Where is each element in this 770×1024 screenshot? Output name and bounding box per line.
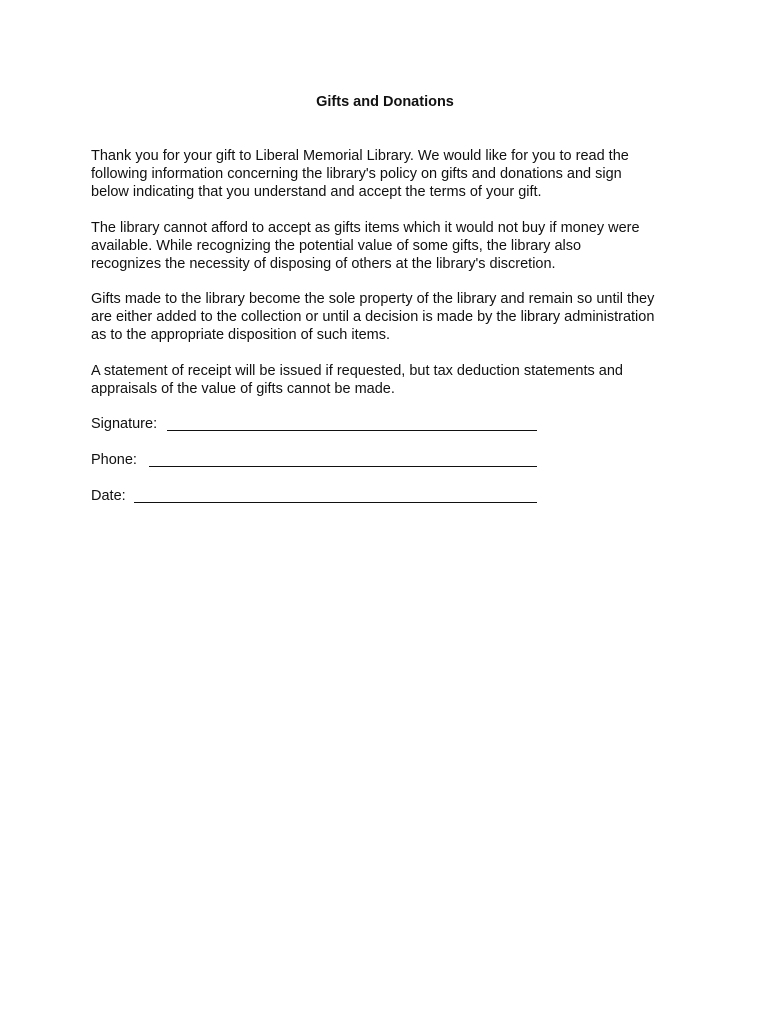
paragraph-thank-you: [91, 147, 691, 201]
paragraph-line: are either added to the collection or until a decision is made by the library administration: [91, 309, 655, 325]
document-title: Gifts and Donations: [316, 94, 454, 110]
paragraph-line: A statement of receipt will be issued if requested, but tax deduction statements and: [91, 363, 623, 379]
paragraph-line: as to the appropriate disposition of such items.: [91, 327, 391, 343]
paragraph-line: Thank you for your gift to Liberal Memorial Library. We would like for you to read the: [91, 148, 629, 164]
paragraph-line: Gifts made to the library become the sole property of the library and remain so until they: [91, 291, 655, 307]
phone-label: Phone:: [91, 452, 137, 468]
phone-field[interactable]: [91, 451, 538, 471]
paragraph-line: following information concerning the library's policy on gifts and donations and sign: [91, 166, 622, 182]
paragraph-property: [91, 290, 691, 344]
signature-field[interactable]: [91, 415, 538, 435]
paragraph-line: appraisals of the value of gifts cannot be made.: [91, 381, 395, 397]
phone-line[interactable]: [149, 466, 537, 467]
paragraph-receipt: [91, 362, 691, 398]
date-label: Date:: [91, 488, 126, 504]
paragraph-line: The library cannot afford to accept as gifts items which it would not buy if money were: [91, 220, 640, 236]
paragraph-line: below indicating that you understand and accept the terms of your gift.: [91, 184, 542, 200]
paragraph-acceptance-policy: [91, 219, 691, 273]
paragraph-line: recognizes the necessity of disposing of others at the library's discretion.: [91, 256, 556, 272]
signature-label: Signature:: [91, 416, 158, 432]
date-field[interactable]: [91, 487, 538, 507]
signature-line[interactable]: [167, 430, 537, 431]
paragraph-line: available. While recognizing the potential value of some gifts, the library also: [91, 238, 582, 254]
date-line[interactable]: [134, 502, 537, 503]
